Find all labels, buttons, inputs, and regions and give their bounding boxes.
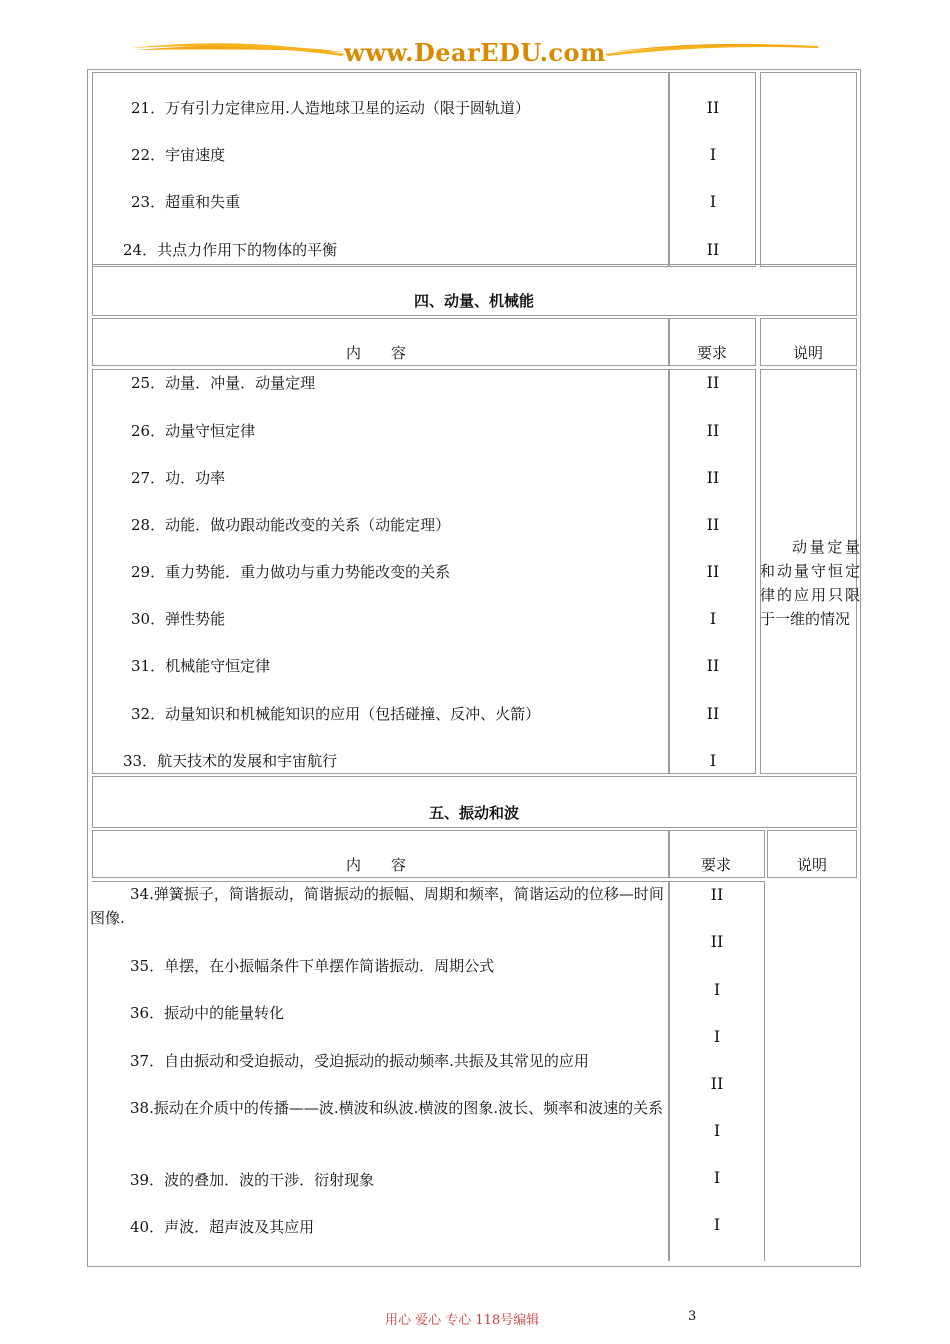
table-row-39: 39．波的叠加．波的干涉．衍射现象 [130, 1171, 375, 1189]
table-row-38: 38.振动在介质中的传播——波.横波和纵波.横波的图象.波长、频率和波速的关系 [130, 1099, 664, 1117]
table-row-22: 22．宇宙速度 [131, 146, 226, 164]
section5-req-5: II [710, 1074, 724, 1093]
req-26: II [706, 421, 720, 440]
req-23: I [709, 192, 717, 211]
req-22: I [709, 145, 717, 164]
table-row-31: 31．机械能守恒定律 [131, 657, 271, 675]
table-row-27: 27．功．功率 [131, 469, 226, 487]
req-33: I [709, 751, 717, 770]
table-row-37: 37．自由振动和受迫振动，受迫振动的振动频率.共振及其常见的应用 [130, 1052, 589, 1070]
req-28: II [706, 515, 720, 534]
req-25: II [706, 373, 720, 392]
req-29: II [706, 562, 720, 581]
page-number: 3 [688, 1309, 697, 1324]
table-row-40: 40．声波．超声波及其应用 [130, 1218, 315, 1236]
req-32: II [706, 704, 720, 723]
section5-req-7: I [713, 1168, 721, 1187]
section4-note: 动量定量和动量守恒定律的应用只限于一维的情况 [760, 538, 860, 628]
table-row-29: 29．重力势能．重力做功与重力势能改变的关系 [131, 563, 451, 581]
section5-req-1: II [710, 885, 724, 904]
table-row-30: 30．弹性势能 [131, 610, 226, 628]
req-24: II [706, 240, 720, 259]
site-logo-text: www.DearEDU.com [344, 38, 606, 67]
section5-col-content: 内 容 [346, 856, 407, 874]
table-row-32: 32．动量知识和机械能知识的应用（包括碰撞、反冲、火箭） [131, 705, 541, 723]
section5-req-3: I [713, 980, 721, 999]
section5-req-2: II [710, 932, 724, 951]
section4-col-req: 要求 [697, 344, 728, 362]
req-21: II [706, 98, 720, 117]
table-row-26: 26．动量守恒定律 [131, 422, 256, 440]
req-31: II [706, 656, 720, 675]
table-row-36: 36．振动中的能量转化 [130, 1004, 285, 1022]
req-30: I [709, 609, 717, 628]
section5-title: 五、振动和波 [428, 804, 519, 822]
section5-col-req: 要求 [701, 856, 732, 874]
section5-req-4: I [713, 1027, 721, 1046]
section5-req-6: I [713, 1121, 721, 1140]
section4-col-content: 内 容 [346, 344, 407, 362]
section5-col-note: 说明 [797, 856, 828, 874]
table-row-33: 33．航天技术的发展和宇宙航行 [123, 752, 338, 770]
section4-col-note: 说明 [793, 344, 824, 362]
table-row-34: 34.弹簧振子，简谐振动，简谐振动的振幅、周期和频率，简谐运动的位移—时间图像. [90, 885, 664, 927]
table-row-23: 23．超重和失重 [131, 193, 241, 211]
table-row-28: 28．动能．做功跟动能改变的关系（动能定理） [131, 516, 451, 534]
section5-req-8: I [713, 1215, 721, 1234]
req-27: II [706, 468, 720, 487]
section4-title: 四、动量、机械能 [413, 292, 534, 310]
footer-editor-text: 用心 爱心 专心 118号编辑 [385, 1313, 540, 1328]
table-row-24: 24．共点力作用下的物体的平衡 [123, 241, 338, 259]
table-row-35: 35．单摆，在小振幅条件下单摆作简谐振动．周期公式 [130, 957, 495, 975]
table-row-25: 25．动量．冲量．动量定理 [131, 374, 316, 392]
table-row-21: 21．万有引力定律应用.人造地球卫星的运动（限于圆轨道） [131, 99, 530, 117]
section3-note-cell [760, 72, 857, 267]
